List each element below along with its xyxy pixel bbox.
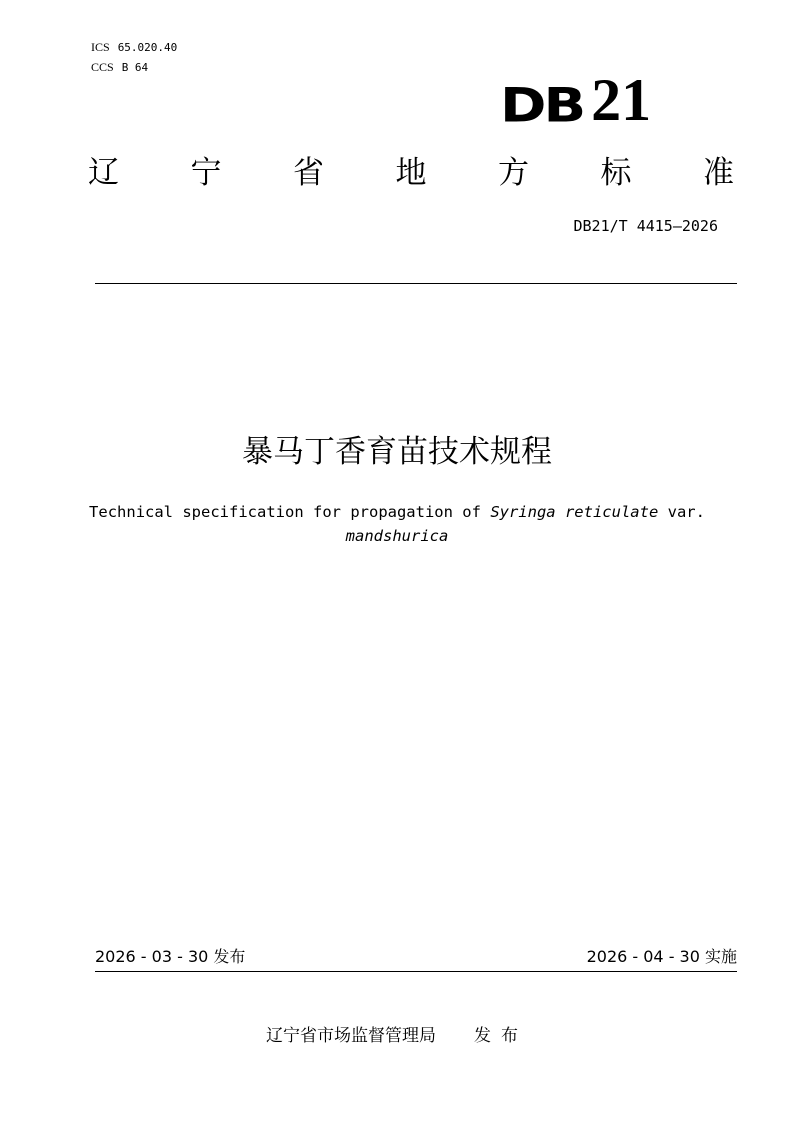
- category-char: 方: [498, 155, 529, 191]
- category-char: 省: [293, 155, 324, 191]
- ccs-code-line: [91, 60, 148, 75]
- title-en-species: Syringa reticulate: [490, 503, 659, 521]
- category-char: 标: [600, 155, 632, 191]
- ics-label: ICS: [91, 40, 110, 54]
- title-en-variety: mandshurica: [345, 527, 449, 545]
- publisher-line: [0, 1022, 794, 1050]
- standard-number: DB21/T 4415—2026: [573, 217, 718, 235]
- ics-code: 65.020.40: [117, 41, 178, 54]
- implementation-date: 2026 - 04 - 30 实施: [586, 947, 737, 966]
- ics-code-line: [91, 40, 177, 55]
- logo-region-digits: 21: [591, 67, 652, 133]
- db21-logo: [500, 67, 675, 134]
- category-char: 宁: [190, 155, 222, 191]
- publish-action: 发布: [474, 1026, 528, 1046]
- category-char: 准: [703, 155, 734, 191]
- ccs-code: B 64: [121, 61, 149, 74]
- category-char: 辽: [88, 155, 119, 191]
- logo-db-letters: DB: [500, 78, 584, 134]
- ccs-label: CCS: [91, 60, 114, 74]
- title-en-prefix: Technical specification for propagation of: [89, 503, 481, 521]
- document-title-chinese: 暴马丁香育苗技术规程: [242, 434, 552, 470]
- document-title-english: [60, 500, 734, 548]
- bottom-divider: [95, 971, 737, 972]
- publisher-name: 辽宁省市场监督管理局: [266, 1026, 436, 1046]
- issue-date: 2026 - 03 - 30 发布: [95, 947, 246, 966]
- title-en-rank: var.: [667, 503, 705, 521]
- category-char: 地: [395, 155, 427, 191]
- standard-category-title: [88, 152, 734, 194]
- top-divider: [95, 283, 737, 284]
